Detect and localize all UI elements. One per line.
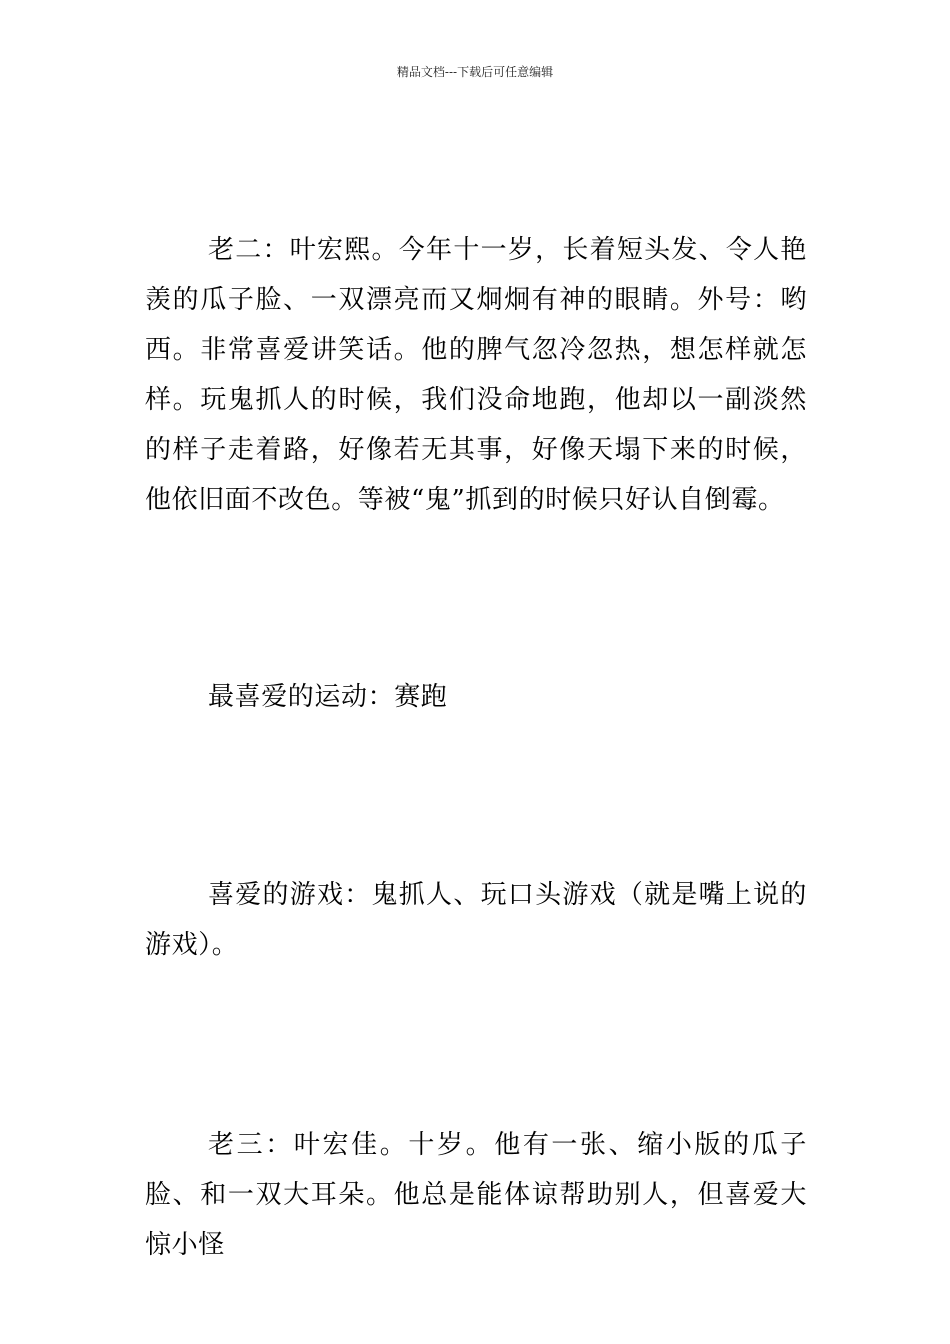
- paragraph-third-child-description: 老三：叶宏佳。十岁。他有一张、缩小版的瓜子脸、和一双大耳朵。他总是能体谅帮助别人，但喜爱大惊小怪: [145, 1130, 807, 1260]
- paragraph-favorite-sport: 最喜爱的运动：赛跑: [208, 682, 448, 712]
- paragraph-favorite-games: 喜爱的游戏：鬼抓人、玩口头游戏（就是嘴上说的游戏）。: [145, 880, 807, 960]
- page-header: 精品文档---下载后可任意编辑: [396, 65, 554, 79]
- paragraph-second-child-description: 老二：叶宏熙。今年十一岁，长着短头发、令人艳羡的瓜子脸、一双漂亮而又炯炯有神的眼睛。外号：哟西。非常喜爱讲笑话。他的脾气忽冷忽热，想怎样就怎样。玩鬼抓人的时候，我们没命地跑，他却以一副淡然的样子走着路，好像若无其事，好像天塌下来的时候，他依旧面不改色。等被“鬼”抓到的时候只好认自倒霉。: [145, 235, 807, 515]
